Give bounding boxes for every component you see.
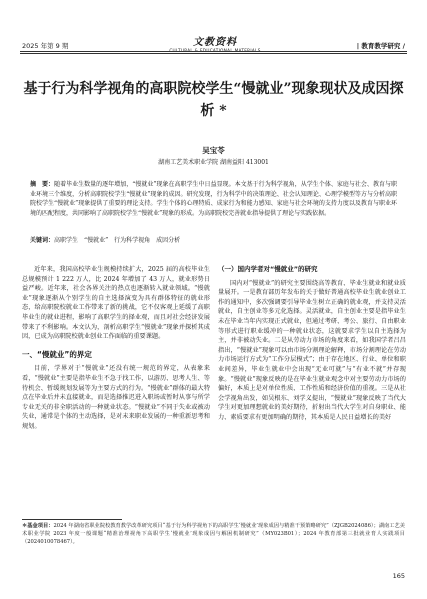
page-number: 165 — [392, 572, 405, 580]
header-rule-thin — [20, 53, 407, 54]
section-label: | 教育教学研究 / — [356, 42, 405, 50]
header-rule — [20, 51, 407, 52]
subsection-paragraph: 国内对“慢就业”的研究主要围绕高等教育、毕业生就业和就业质量展开。一是教育部历年发布的关于做好普通高校毕业生就业创业工作的通知中，多次强调要引导毕业生树立正确的就业观，并支持灵活就业，自主创业等多元化选择。灵活就业，自主创业主要是指毕业生未在毕业当年内实现正式就业，但通过考研、考公、旅行、自由职业等形式进行职业缓冲的一种就业状态，这就要求学生以自主选择为主，并非被动失业。二是从劳动力市场的角度来看，如我国学者吕昌指出，“慢就业”现象可以由市场分割理论解释，市场分割理论在劳动力市场运行方式为“工作分层模式”；由于存在地区、行业、单位和职业间差异，毕业生就业中会出现“无业可就”与“有业不就”并存现象。“慢就业”现象反映的是在毕业生就业观念中对主要劳动力市场的偏好，本质上是对单位性质、工作性质和经济价值的重视。三是从社会学视角出发，如吴根东、刘学义提出，“慢就业”现象反映了当代大学生对更加理想就业的美好期待，折射出当代大学生对自身职业、能力、素质要求有更加明确的期待，其本质是人民日益增长的美好 — [218, 279, 406, 421]
keywords — [30, 236, 397, 245]
abstract-text: 随着毕业生数量的逐年增加，“慢就业”现象在高职学生中日益显现。本文基于行为科学视角，从学生个体、家庭与社会、教育与职业环境三个维度，分析高职院校学生“慢就业”现象的成因。研究发现，行为科学中的决策理论、社会认知理论、心理学模型等方与分析高职院校学生“慢就业”现象提供了重要的理论支持。学生个体的心理特质、成家行为和能力感知、家庭与社会环境的支持力度以及教育与职业环境的匹配程度，共同影响了高职院校学生“慢就业”现象的形成。为高职院校完善就业指导提供了理论与实践依据。 — [30, 181, 397, 217]
keywords-label: 关键词： — [30, 237, 55, 244]
subsection-heading: （一）国内学者对“慢就业”的研究 — [218, 265, 318, 273]
footnote — [22, 522, 405, 546]
author: 吴宝苓 — [202, 146, 225, 155]
journal-logo-subtitle: CULTURAL & EDUCATIONAL MATERIALS — [169, 48, 261, 53]
affiliation: 湖南工艺美术职业学院 湖南益阳 413001 — [158, 159, 269, 166]
journal-issue: 2025 年第 9 期 — [22, 42, 69, 50]
abstract — [30, 180, 397, 218]
intro-paragraph: 近年来，我国高校毕业生规模持续扩大，2025 届的高校毕业生总规模预计 1 222 万人，比 2024 年增加了 43 万人，就业形势日益严峻。近年来，社会各界关注的热点也逐渐转入就业领域。“慢就业”现象逐渐从个别学生的自主选择演变为具有群体特征的就业形态，给高职院校就业工作带来了新的挑战，它不仅客观上延缓了高职毕业生的就业进程，影响了高职学生的择业观，而且对社会经济发展带来了不利影响。本文认为，剖析高职学生“慢就业”现象并探析其成因，已成为高职院校就业创业工作面临的重要课题。 — [22, 266, 210, 341]
footnote-rule — [22, 519, 122, 520]
section-heading: 一、“慢就业”的界定 — [22, 349, 92, 359]
journal-logo: 文教资料 — [193, 37, 237, 48]
keywords-text: 高职学生 “慢就业” 行为科学视角 成因分析 — [54, 237, 181, 244]
paper-title: 基于行为科学视角的高职院校学生“慢就业”现象现状及成因探析 * — [23, 81, 404, 119]
section-paragraph: 目前，学界对于“慢就业”还没有统一规范的界定，从表象来看，“慢就业”主要是指毕业生不急于找工作，以游历、思考人生、等待机会、暂缓规划发展等为主要方式的行为。“慢就业”群体的最大特点在毕业后并未直接就业，而是选择推迟进入职场或暂时从事与所学专业无关的非全职活动的一种就业状态。“慢就业”不同于失业或被动失业，通常是个体的主动选择，是对未来职业发展的一种重新思考和规划。 — [22, 365, 210, 430]
abstract-label: 摘 要： — [30, 181, 55, 188]
body-column-right — [218, 265, 406, 425]
body-column-left — [22, 265, 210, 434]
footnote-text: 2024 年湖南省职业院校教育教学改革研究项目“基于行为科学视角下的高职学生‘慢就业’现象成因与精准干预策略研究”（ZJGB2024086）；湖南工艺美术职业学院 2023 年度一般课题“精准治理视角下高职学生‘慢就业’现象成因与解困机制研究”（MY023B01）；2024 年教育部第三批就业育人实践项目（2024010078467）。 — [22, 523, 405, 545]
journal-logo-block — [150, 33, 280, 53]
footnote-label: ＊基金项目： — [22, 523, 54, 529]
